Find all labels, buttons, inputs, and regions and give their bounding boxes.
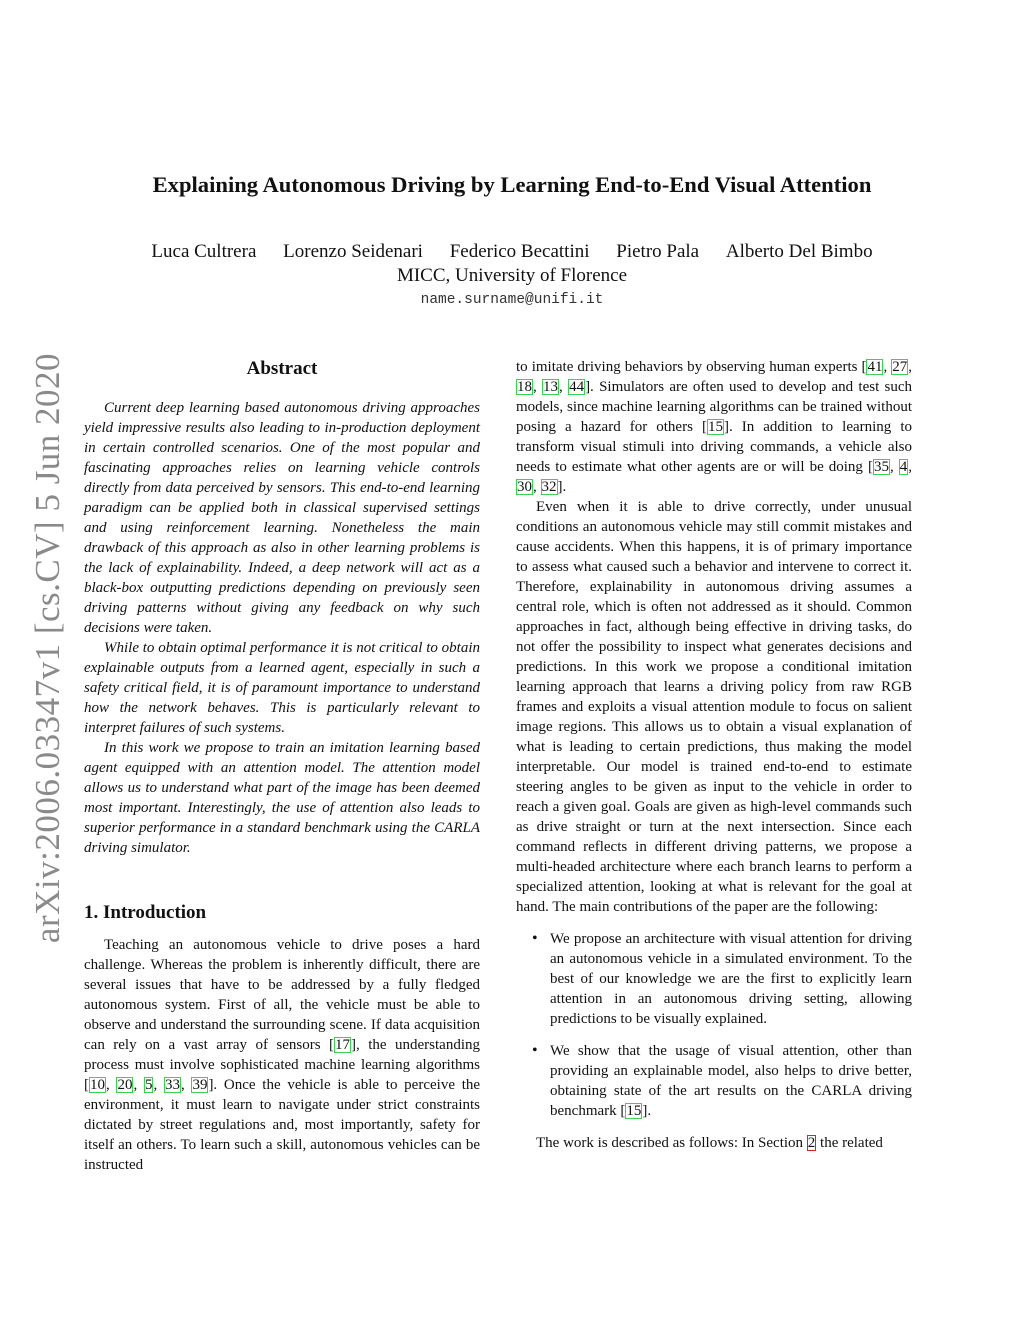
contribution-item: • We show that the usage of visual attention, other than providing an explainable model, also helps to drive better, obtaining state of the art results on the CARLA driving benchmark [15]. [516,1041,912,1121]
abstract-paragraph: While to obtain optimal performance it is not critical to obtain explainable outputs from a learned agent, especially in such a safety critical field, it is of paramount importance to understand how the network behaves. This is particularly relevant to interpret failures of such systems. [84,640,480,736]
intro-paragraph: to imitate driving behaviors by observing human experts [41, 27, 18, 13, 44]. Simulators are often used to develop and test such models, since machine learning algorithms can be trained without posing a hazard for others [15]. In addition to learning to transform visual stimuli into driving commands, a vehicle also needs to estimate what other agents are or will be doing [35, 4, 30, 32]. [516,359,913,495]
citation-link[interactable]: 13 [543,379,559,395]
abstract-paragraph: In this work we propose to train an imitation learning based agent equipped with an attention model. The attention model allows us to understand what part of the image has been deemed most important. Interestingly, the use of attention also leads to superior performance in a standard benchmark using the CARLA driving simulator. [84,740,480,856]
intro-paragraph: Even when it is able to drive correctly, under unusual conditions an autonomous vehicle may still commit mistakes and cause accidents. When this happens, it is of primary importance to assess what caused such a behavior and intervene to correct it. Therefore, explainability in autonomous driving assumes a central role, which is often not addressed as it should. Common approaches in fact, although being effective in driving tasks, do not offer the possibility to inspect what generates decisions and predictions. In this work we propose a conditional imitation learning approach that learns a driving policy from raw RGB frames and exploits a visual attention module to focus on salient image regions. This allows us to obtain a visual explanation of what is leading to certain predictions, thus making the model interpretable. Our model is trained end-to-end to estimate steering angles to be given as input to the vehicle in order to reach a given goal. Goals are given as high-level commands such as drive straight or turn at the next intersection. Since each command reflects in different driving patterns, we propose a multi-headed architecture where each branch learns to perform a specialized attention, looking at what is relevant for the goal at hand. The main contributions of the paper are the following: [516,499,912,915]
affiliation: MICC, University of Florence [396,265,628,286]
citation-link[interactable]: 15 [626,1103,642,1119]
author-name: Alberto Del Bimbo [725,241,873,262]
citation-link[interactable]: 32 [541,479,557,495]
citation-link[interactable]: 39 [192,1077,208,1093]
abstract-heading: Abstract [246,358,318,379]
arxiv-identifier: arXiv:2006.03347v1 [cs.CV] 5 Jun 2020 [28,352,67,944]
citation-link[interactable]: 27 [892,359,908,375]
citation-link[interactable]: 33 [164,1077,180,1093]
author-name: Federico Becattini [449,241,590,262]
citation-link[interactable]: 5 [144,1077,153,1093]
abstract-paragraph: Current deep learning based autonomous driving approaches yield impressive results also leading to in-production deployment in certain controlled scenarios. One of the most popular and fascinating approaches relies on learning vehicle controls directly from data perceived by sensors. This end-to-end learning paradigm can be applied both in classical supervised settings and using reinforcement learning. Nonetheless the main drawback of this approach as also in other learning problems is the lack of explainability. Indeed, a deep network will act as a black-box outputting predictions depending on previously seen driving patterns without giving any feedback on why such decisions were taken. [84,400,480,636]
citation-link[interactable]: 10 [90,1077,105,1093]
author-name: Lorenzo Seidenari [283,241,423,262]
citation-link[interactable]: 4 [899,459,908,475]
author-list [80,241,944,263]
intro-paragraph: Teaching an autonomous vehicle to drive poses a hard challenge. Whereas the problem is inherently difficult, there are several issues that have to be addressed by a fully fledged autonomous system. First of all, the vehicle must be able to observe and understand the surrounding scene. If data acquisition can rely on a vast array of sensors [17], the understanding process must involve sophisticated machine learning algorithms [10, 20, 5, 33, 39]. Once the vehicle is able to perceive the environment, it must learn to navigate under strict constraints dictated by street regulations and, most importantly, safety for itself an others. To learn such a skill, autonomous vehicles can be instructed [84,937,481,1173]
citation-link[interactable]: 20 [117,1077,133,1093]
citation-link[interactable]: 44 [569,379,585,395]
introduction-heading: 1. Introduction [84,902,207,923]
abstract-section [84,358,480,858]
citation-link[interactable]: 18 [517,379,532,395]
contribution-item: • We propose an architecture with visual attention for driving an autonomous vehicle in a simulated environment. To the best of our knowledge we are the first to explicitly learn attention in an autonomous driving setting, allowing predictions to be visually explained. [516,929,912,1029]
author-name: Pietro Pala [616,241,700,262]
citation-link[interactable]: 17 [335,1037,351,1053]
citation-link[interactable]: 30 [517,479,532,495]
intro-paragraph: The work is described as follows: In Section 2 the related [536,1135,883,1151]
author-name: Luca Cultrera [151,241,257,262]
right-column [516,357,912,1153]
citation-link[interactable]: 35 [873,459,889,475]
section-reference-link[interactable]: 2 [807,1135,816,1151]
author-email: name.surname@unifi.it [420,292,604,308]
paper-title: Explaining Autonomous Driving by Learning End-to-End Visual Attention [152,172,872,197]
contributions-list [516,929,912,1121]
citation-link[interactable]: 41 [867,359,883,375]
citation-link[interactable]: 15 [707,419,723,435]
left-column [84,357,480,1175]
